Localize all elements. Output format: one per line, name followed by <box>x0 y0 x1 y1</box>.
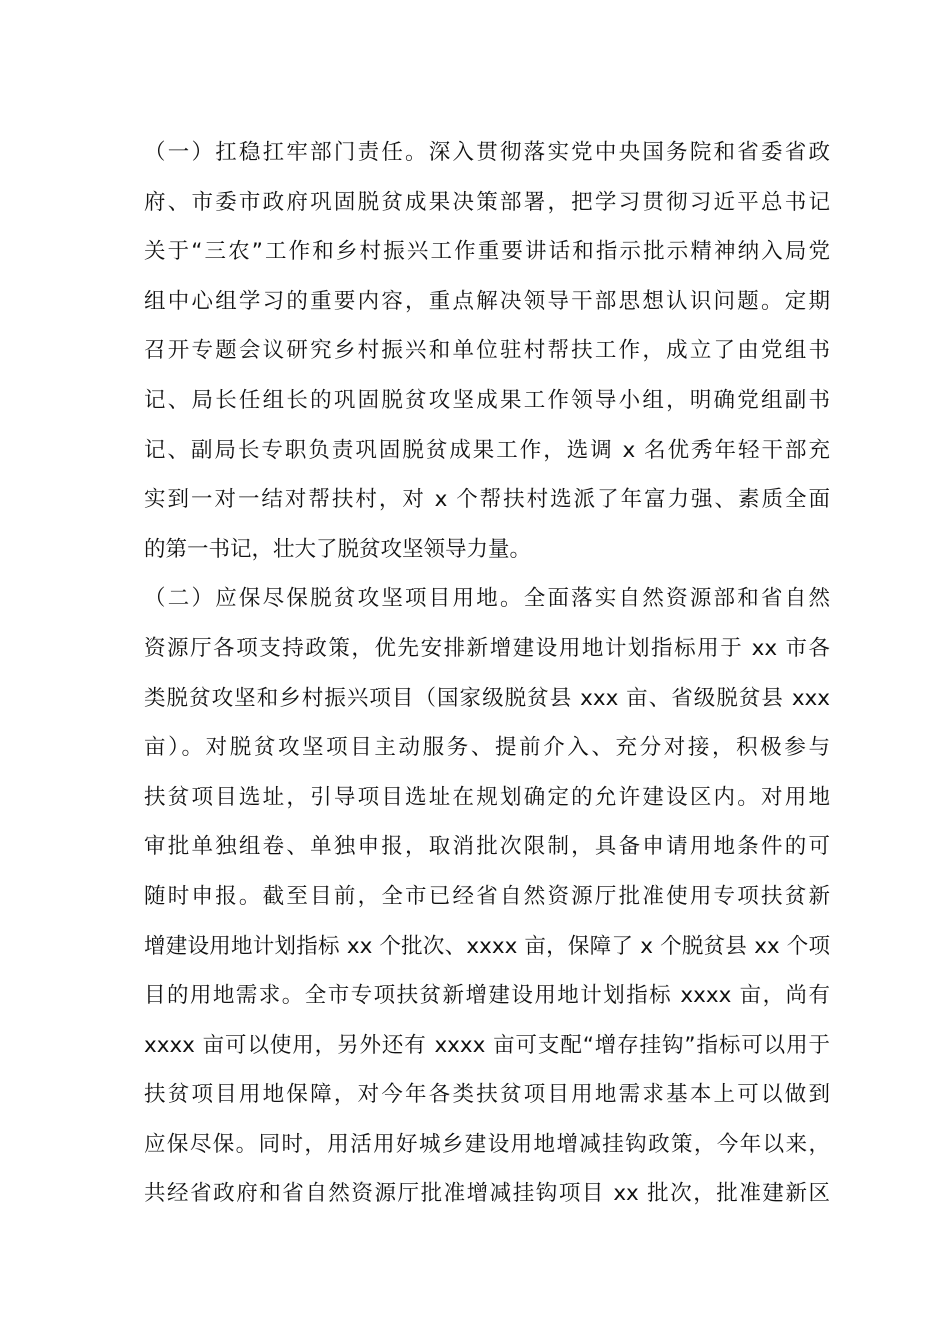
text-line: 记、副局长专职负责巩固脱贫成果工作，选调 x 名优秀年轻干部充 <box>144 437 830 463</box>
text-line: 组中心组学习的重要内容，重点解决领导干部思想认识问题。定期 <box>144 288 830 314</box>
text-line: 类脱贫攻坚和乡村振兴项目（国家级脱贫县 xxx 亩、省级脱贫县 xxx <box>144 685 830 711</box>
text-line: 审批单独组卷、单独申报，取消批次限制，具备申请用地条件的可 <box>144 834 830 860</box>
text-line: 关于“三农”工作和乡村振兴工作重要讲话和指示批示精神纳入局党 <box>144 239 830 265</box>
text-line: 增建设用地计划指标 xx 个批次、xxxx 亩，保障了 x 个脱贫县 xx 个项 <box>144 933 830 959</box>
text-line: 亩）。对脱贫攻坚项目主动服务、提前介入、充分对接，积极参与 <box>144 735 830 761</box>
text-line: 扶贫项目用地保障，对今年各类扶贫项目用地需求基本上可以做到 <box>144 1082 830 1108</box>
text-line: 资源厅各项支持政策，优先安排新增建设用地计划指标用于 xx 市各 <box>144 635 830 661</box>
text-line: xxxx 亩可以使用，另外还有 xxxx 亩可支配“增存挂钩”指标可以用于 <box>144 1032 830 1058</box>
text-line: 记、局长任组长的巩固脱贫攻坚成果工作领导小组，明确党组副书 <box>144 387 830 413</box>
document-body <box>144 128 830 1219</box>
text-line: 召开专题会议研究乡村振兴和单位驻村帮扶工作，成立了由党组书 <box>144 338 830 364</box>
text-line: 应保尽保。同时，用活用好城乡建设用地增减挂钩政策，今年以来， <box>144 1131 830 1157</box>
text-line: 共经省政府和省自然资源厅批准增减挂钩项目 xx 批次，批准建新区 <box>144 1181 830 1207</box>
text-line: 实到一对一结对帮扶村，对 x 个帮扶村选派了年富力强、素质全面 <box>144 487 830 513</box>
text-line: 随时申报。截至目前，全市已经省自然资源厅批准使用专项扶贫新 <box>144 883 830 909</box>
text-line: 府、市委市政府巩固脱贫成果决策部署，把学习贯彻习近平总书记 <box>144 189 830 215</box>
text-line: （一）扛稳扛牢部门责任。深入贯彻落实党中央国务院和省委省政 <box>144 140 830 165</box>
text-line: （二）应保尽保脱贫攻坚项目用地。全面落实自然资源部和省自然 <box>144 586 830 612</box>
paragraph-2 <box>144 574 830 1219</box>
text-line: 目的用地需求。全市专项扶贫新增建设用地计划指标 xxxx 亩，尚有 <box>144 983 830 1009</box>
paragraph-1 <box>144 128 830 574</box>
text-line: 的第一书记，壮大了脱贫攻坚领导力量。 <box>144 536 532 562</box>
text-line: 扶贫项目选址，引导项目选址在规划确定的允许建设区内。对用地 <box>144 784 830 810</box>
